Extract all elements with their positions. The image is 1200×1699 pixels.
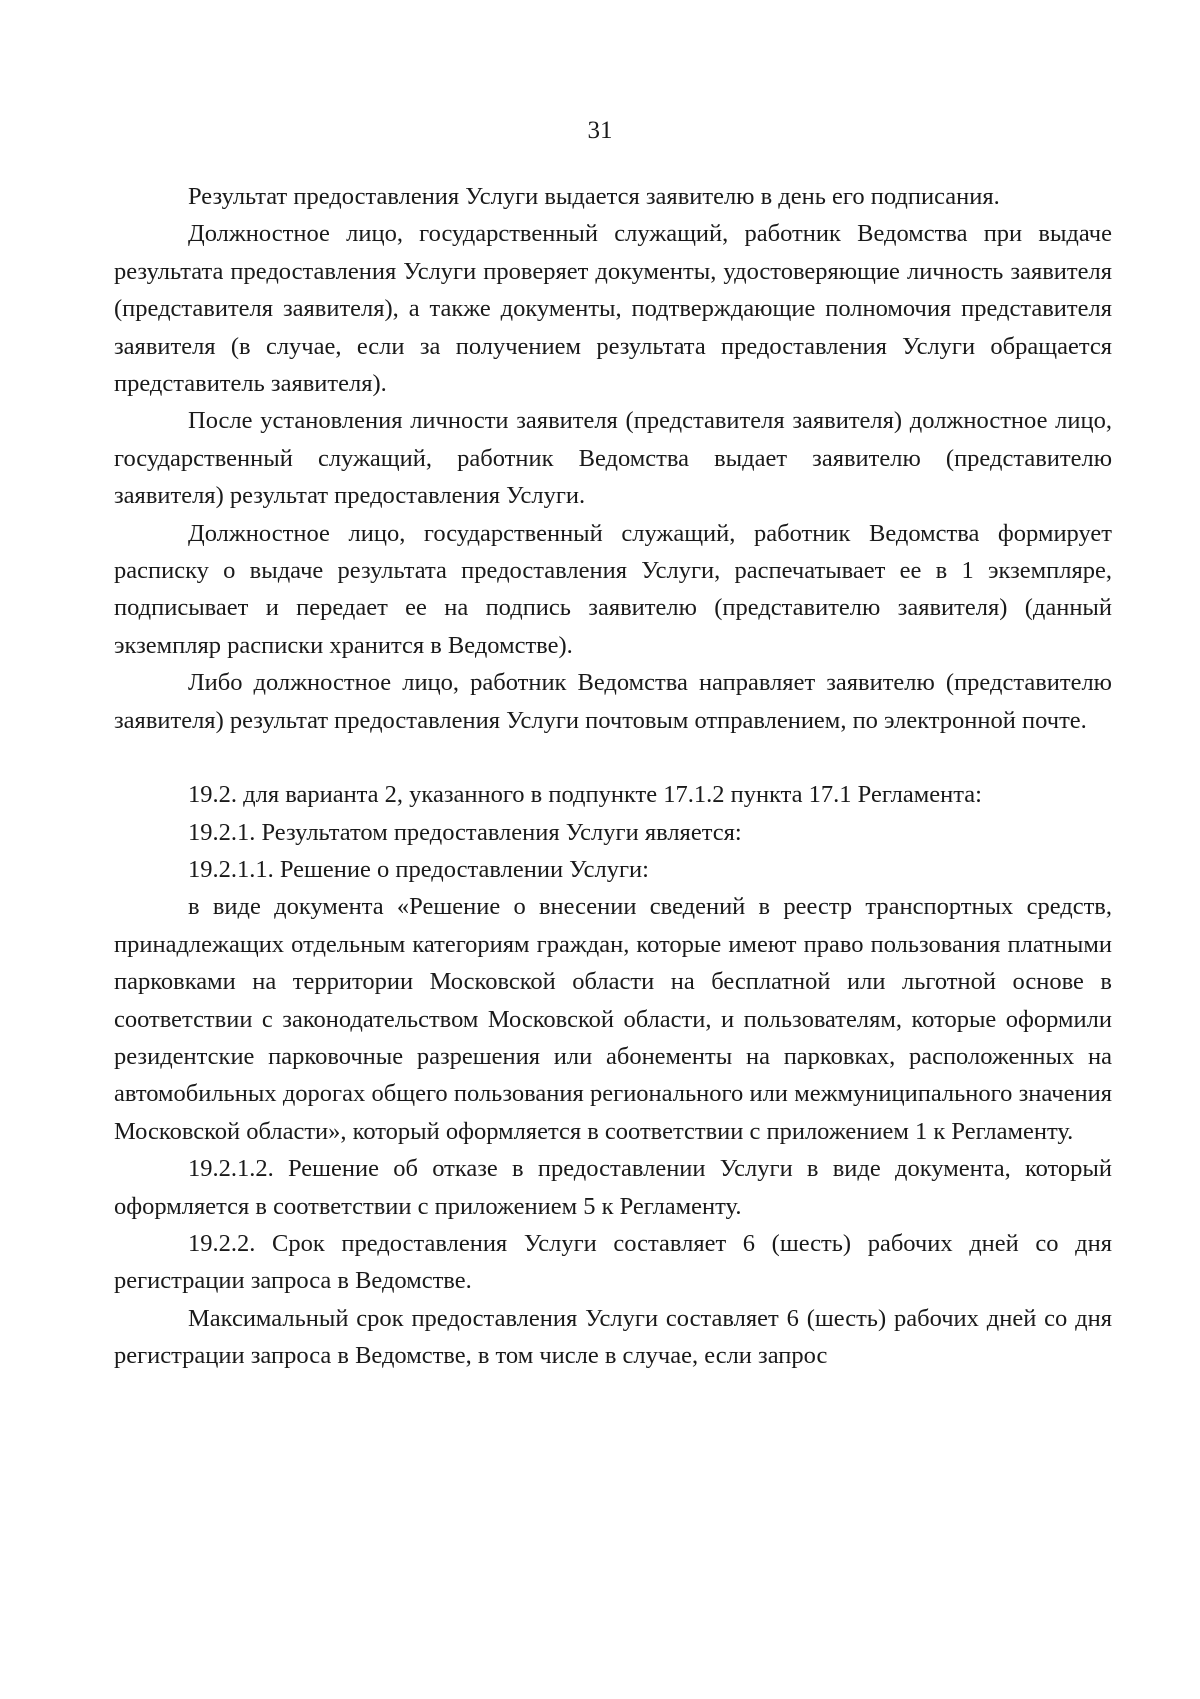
- paragraph-postal-delivery: Либо должностное лицо, работник Ведомства направляет заявителю (представителю заявителя) результат предоставления Услуги почтовым отправлением, по электронной почте.: [114, 669, 1112, 734]
- paragraph-receipt: Должностное лицо, государственный служащий, работник Ведомства формирует расписку о выдаче результата предоставления Услуги, распечатывает ее в 1 экземпляре, подписывает и передает ее на подпись заявителю (представителю заявителя) (данный экземпляр расписки хранится в Ведомстве).: [114, 519, 1112, 659]
- paragraph-result-issued: Результат предоставления Услуги выдается заявителю в день его подписания.: [188, 183, 1000, 210]
- page-number: 31: [587, 117, 613, 144]
- paragraph-19-2-2: 19.2.2. Срок предоставления Услуги составляет 6 (шесть) рабочих дней со дня регистрации запроса в Ведомстве.: [114, 1229, 1112, 1295]
- paragraph-decision-document: в виде документа «Решение о внесении сведений в реестр транспортных средств, принадлежащих отдельным категориям граждан, которые имеют право пользования платными парковками на территории Московской области на бесплатной или льготной основе в соответствии с законодательством Московской области, и пользователям, которые оформили резидентские парковочные разрешения или абонементы на парковках, расположенных на автомобильных дорогах общего пользования регионального или межмуниципального значения Московской области», который оформляется в соответствии с приложением 1 к Регламенту.: [114, 893, 1112, 1145]
- paragraph-issue-after-identification: После установления личности заявителя (представителя заявителя) должностное лицо, государственный служащий, работник Ведомства выдает заявителю (представителю заявителя) результат предоставления Услуги.: [114, 407, 1112, 510]
- paragraph-19-2: 19.2. для варианта 2, указанного в подпункте 17.1.2 пункта 17.1 Регламента:: [188, 781, 982, 809]
- document-body: [114, 178, 1112, 1375]
- paragraph-identity-check: Должностное лицо, государственный служащий, работник Ведомства при выдаче результата предоставления Услуги проверяет документы, удостоверяющие личность заявителя (представителя заявителя), а также документы, подтверждающие полномочия представителя заявителя (в случае, если за получением результата предоставления Услуги обращается представитель заявителя).: [114, 220, 1112, 398]
- paragraph-maximum-term: Максимальный срок предоставления Услуги составляет 6 (шесть) рабочих дней со дня регистрации запроса в Ведомстве, в том числе в случае, если запрос: [114, 1304, 1112, 1370]
- paragraph-19-2-1-1: 19.2.1.1. Решение о предоставлении Услуги:: [188, 855, 649, 883]
- paragraph-19-2-1-2: 19.2.1.2. Решение об отказе в предоставлении Услуги в виде документа, который оформляется в соответствии с приложением 5 к Регламенту.: [114, 1155, 1112, 1220]
- paragraph-19-2-1: 19.2.1. Результатом предоставления Услуги является:: [188, 818, 742, 846]
